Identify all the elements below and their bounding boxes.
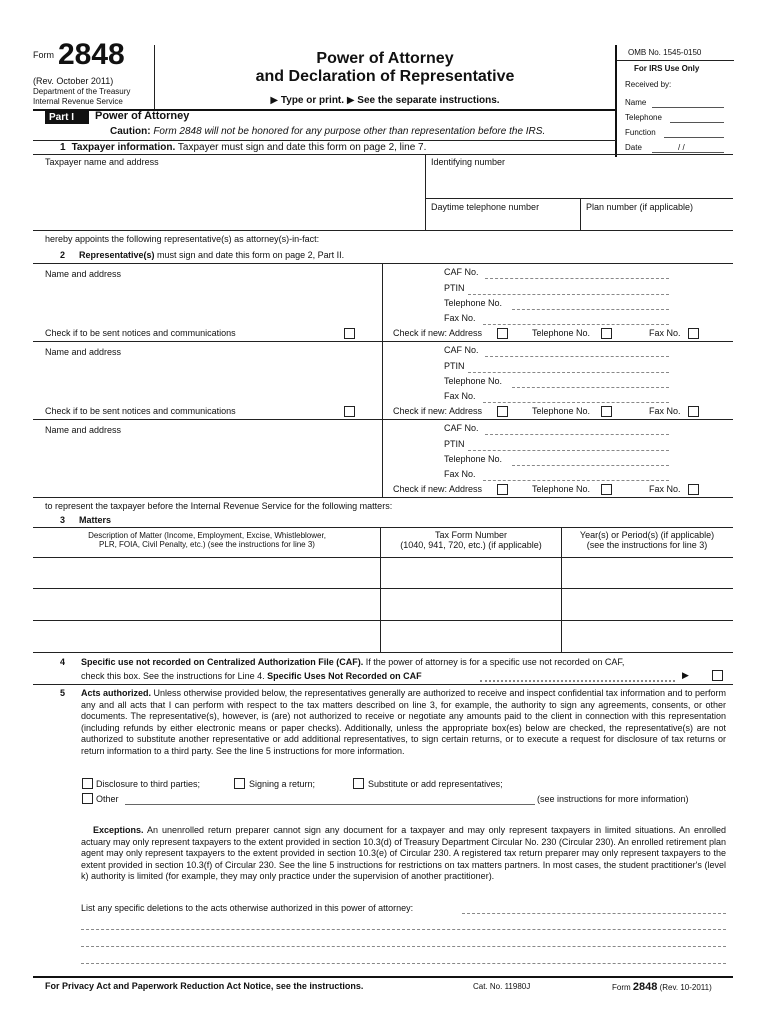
matters-row1-description[interactable] bbox=[34, 558, 379, 587]
line5-acts-authorized bbox=[81, 688, 726, 757]
footer-form-id bbox=[612, 981, 712, 993]
revision-date: (Rev. October 2011) bbox=[33, 76, 114, 86]
rep1-name-address-label: Name and address bbox=[45, 269, 122, 279]
matters-row2-form[interactable] bbox=[382, 589, 560, 619]
matters-col-form-header bbox=[382, 530, 560, 550]
line2-heading bbox=[60, 250, 344, 260]
rep3-new-phone-label: Telephone No. bbox=[532, 484, 591, 494]
rep2-bottom-rule bbox=[33, 419, 733, 420]
line4-arrow-icon: ▶ bbox=[682, 670, 689, 680]
deletions-field-1[interactable] bbox=[462, 913, 726, 914]
rep2-caf-field[interactable] bbox=[485, 356, 669, 357]
identifying-number-field[interactable] bbox=[428, 168, 728, 196]
footer-rule bbox=[33, 976, 733, 978]
form-title-line1: Power of Attorney bbox=[316, 50, 454, 67]
rep1-bottom-rule bbox=[33, 341, 733, 342]
line2-title: Representative(s) bbox=[79, 250, 155, 260]
matters-row2-year[interactable] bbox=[563, 589, 732, 619]
disclosure-checkbox[interactable] bbox=[82, 778, 93, 789]
form-number: 2848 bbox=[58, 38, 125, 71]
appoints-text: hereby appoints the following representative(s) as attorney(s)-in-fact: bbox=[45, 234, 320, 244]
rep3-ptin-label: PTIN bbox=[444, 439, 465, 449]
rep1-new-fax-label: Fax No. bbox=[649, 328, 681, 338]
rep2-ptin-label: PTIN bbox=[444, 361, 465, 371]
rep3-telephone-field[interactable] bbox=[512, 465, 669, 466]
caution-note bbox=[110, 126, 545, 137]
rep3-new-fax-checkbox[interactable] bbox=[688, 484, 699, 495]
rep2-ptin-field[interactable] bbox=[468, 372, 669, 373]
deletions-field-3[interactable] bbox=[81, 946, 726, 947]
exceptions-body: An unenrolled return preparer cannot sign any document for a taxpayer and may only represent taxpayers in limited situations. An enrolled actuary may only represent taxpayers to the extent provided in section 10.3(d) of Treasury Department Circular No. 230 (Circular 230). An enrolled retirement plan agent may only represent taxpayers to the extent provided in section 10.3(e) of Circular 230. A registered tax return preparer may only represent taxpayers to the extent provided in section 10.3(f) of Circular 230. See the line 5 instructions for restrictions on tax matters partners. In most cases, the student practitioner's (level k) authority is limited (for example, they may only practice under the supervision of another practitioner). bbox=[81, 825, 726, 881]
matters-col-year-l1: Year(s) or Period(s) (if applicable) bbox=[579, 530, 715, 540]
disclosure-label: Disclosure to third parties; bbox=[96, 779, 201, 789]
rep3-new-address-label: Check if new: Address bbox=[393, 484, 483, 494]
line1-title: Taxpayer information. bbox=[71, 142, 176, 153]
rep3-caf-label: CAF No. bbox=[444, 423, 479, 433]
irs-name-field[interactable] bbox=[652, 107, 724, 108]
deletions-field-4[interactable] bbox=[81, 963, 726, 964]
rep2-notices-label: Check if to be sent notices and communications bbox=[45, 406, 236, 416]
line2-number: 2 bbox=[60, 250, 66, 260]
line3-top-rule bbox=[33, 527, 733, 528]
rep3-bottom-rule bbox=[33, 497, 733, 498]
represent-text: to represent the taxpayer before the Internal Revenue Service for the following matters: bbox=[45, 501, 393, 511]
irs-telephone-field[interactable] bbox=[670, 122, 724, 123]
rep1-name-address-field[interactable] bbox=[34, 281, 379, 325]
matters-col-year-header bbox=[562, 530, 732, 550]
matters-row3-year[interactable] bbox=[563, 621, 732, 651]
deletions-label: List any specific deletions to the acts otherwise authorized in this power of attorney: bbox=[81, 903, 414, 913]
line3-title: Matters bbox=[79, 515, 112, 525]
matters-col-form-l1: Tax Form Number bbox=[434, 530, 507, 540]
rep2-new-fax-label: Fax No. bbox=[649, 406, 681, 416]
part1-title: Power of Attorney bbox=[95, 110, 190, 122]
irs-function-label: Function bbox=[625, 128, 656, 137]
sign-return-checkbox[interactable] bbox=[234, 778, 245, 789]
catalog-number: Cat. No. 11980J bbox=[473, 982, 531, 991]
rep1-new-phone-checkbox[interactable] bbox=[601, 328, 612, 339]
daytime-phone-label: Daytime telephone number bbox=[431, 202, 540, 212]
taxpayer-name-address-field[interactable] bbox=[34, 168, 424, 228]
other-field[interactable] bbox=[125, 804, 535, 805]
service-line: Internal Revenue Service bbox=[33, 97, 123, 106]
line4-leader-dots bbox=[480, 680, 675, 682]
rep1-ptin-field[interactable] bbox=[468, 294, 669, 295]
identifying-number-label: Identifying number bbox=[431, 157, 506, 167]
irs-date-slashes: / / bbox=[678, 143, 685, 152]
line1-heading bbox=[60, 142, 426, 153]
rep2-name-address-label: Name and address bbox=[45, 347, 122, 357]
line4-title: Specific use not recorded on Centralized Authorization File (CAF). bbox=[81, 657, 364, 667]
form-label bbox=[33, 50, 54, 61]
line4-caf-checkbox[interactable] bbox=[712, 670, 723, 681]
rep3-ptin-field[interactable] bbox=[468, 450, 669, 451]
matters-vdivider-2 bbox=[561, 527, 562, 653]
rep1-notices-label: Check if to be sent notices and communications bbox=[45, 328, 236, 338]
line3-number: 3 bbox=[60, 515, 66, 525]
form-title-line2: and Declaration of Representative bbox=[255, 68, 515, 85]
line2-title-rest: must sign and date this form on page 2, Part II. bbox=[154, 250, 345, 260]
irs-date-field[interactable] bbox=[652, 152, 724, 153]
exceptions-paragraph bbox=[81, 825, 726, 883]
rep2-new-phone-checkbox[interactable] bbox=[601, 406, 612, 417]
matters-row3-description[interactable] bbox=[34, 621, 379, 651]
line4-bottom-rule bbox=[33, 684, 733, 685]
line4-text-line2 bbox=[81, 671, 422, 681]
matters-row3-form[interactable] bbox=[382, 621, 560, 651]
line1-title-rest: Taxpayer must sign and date this form on page 2, line 7. bbox=[175, 142, 427, 153]
rep1-new-address-label: Check if new: Address bbox=[393, 328, 483, 338]
rep3-new-fax-label: Fax No. bbox=[649, 484, 681, 494]
rep1-new-address-checkbox[interactable] bbox=[497, 328, 508, 339]
substitute-checkbox[interactable] bbox=[353, 778, 364, 789]
taxpayer-name-address-label: Taxpayer name and address bbox=[45, 157, 159, 167]
rep1-new-phone-label: Telephone No. bbox=[532, 328, 591, 338]
plan-number-field[interactable] bbox=[583, 213, 731, 228]
rep3-telephone-label: Telephone No. bbox=[444, 454, 503, 464]
line1-number: 1 bbox=[60, 142, 66, 153]
rep3-fax-label: Fax No. bbox=[444, 469, 476, 479]
department-line: Department of the Treasury bbox=[33, 87, 131, 96]
footer-form-word: Form bbox=[612, 983, 633, 992]
irs-date-label: Date bbox=[625, 143, 642, 152]
daytime-phone-field[interactable] bbox=[428, 213, 576, 228]
caution-label: Caution: bbox=[110, 126, 151, 137]
rep2-telephone-field[interactable] bbox=[512, 387, 669, 388]
rep1-fax-field[interactable] bbox=[483, 324, 669, 325]
rep2-telephone-label: Telephone No. bbox=[444, 376, 503, 386]
rep3-name-address-label: Name and address bbox=[45, 425, 122, 435]
other-label: Other bbox=[96, 794, 119, 804]
rep2-fax-label: Fax No. bbox=[444, 391, 476, 401]
privacy-notice: For Privacy Act and Paperwork Reduction Act Notice, see the instructions. bbox=[45, 981, 364, 991]
substitute-label: Substitute or add representatives; bbox=[368, 779, 503, 789]
other-checkbox[interactable] bbox=[82, 793, 93, 804]
line5-number: 5 bbox=[60, 688, 66, 698]
line3-heading bbox=[60, 515, 111, 525]
line1-top-rule bbox=[33, 154, 733, 155]
footer-rev: (Rev. 10-2011) bbox=[657, 983, 712, 992]
line4-number: 4 bbox=[60, 657, 66, 667]
matters-col-description-l1: Description of Matter (Income, Employment, Excise, Whistleblower, bbox=[88, 531, 326, 540]
matters-col-form-l2: (1040, 941, 720, etc.) (if applicable) bbox=[400, 540, 542, 550]
rep3-caf-field[interactable] bbox=[485, 434, 669, 435]
part1-badge: Part I bbox=[45, 111, 89, 124]
rep2-name-address-field[interactable] bbox=[34, 359, 379, 403]
rep1-new-fax-checkbox[interactable] bbox=[688, 328, 699, 339]
omb-rule bbox=[617, 60, 734, 61]
line5-body: Unless otherwise provided below, the representatives generally are authorized to receive and inspect confidential tax information and to perform any and all acts that I can perform with respect to the tax matters described on line 3, for example, the authority to sign any agreements, consents, or other documents. The representative(s), however, is (are) not authorized to receive or negotiate any amounts paid to the client in connection with this representation (including refunds by either electronic means or paper checks). Additionally, unless the appropriate box(es) below are checked, the representative(s) are not authorized to substitute another representative or add additional representatives, to sign certain returns, or to execute a request for disclosure of tax returns or return information to a third party. See the line 5 instructions for more information. bbox=[81, 688, 727, 756]
line4-body: If the power of attorney is for a specific use not recorded on CAF, bbox=[363, 657, 625, 667]
line1-phone-divider bbox=[580, 198, 581, 230]
irs-name-label: Name bbox=[625, 98, 647, 107]
line4-check-instruction: check this box. See the instructions for Line 4. bbox=[81, 671, 268, 681]
rep1-notices-checkbox[interactable] bbox=[344, 328, 355, 339]
rep2-new-fax-checkbox[interactable] bbox=[688, 406, 699, 417]
received-by-label: Received by: bbox=[625, 80, 672, 89]
rep1-fax-label: Fax No. bbox=[444, 313, 476, 323]
form-word: Form bbox=[33, 50, 54, 60]
matters-col-description-l2: PLR, FOIA, Civil Penalty, etc.) (see the instructions for line 3) bbox=[99, 540, 315, 549]
rep1-caf-label: CAF No. bbox=[444, 267, 479, 277]
caution-rule bbox=[33, 140, 616, 141]
line2-top-rule bbox=[33, 263, 733, 264]
line5-title: Acts authorized. bbox=[81, 688, 152, 698]
plan-number-label: Plan number (if applicable) bbox=[586, 202, 694, 212]
matters-row1-form[interactable] bbox=[382, 558, 560, 587]
rep2-new-address-checkbox[interactable] bbox=[497, 406, 508, 417]
rep1-ptin-label: PTIN bbox=[444, 283, 465, 293]
rep1-caf-field[interactable] bbox=[485, 278, 669, 279]
line4-text bbox=[81, 657, 624, 667]
rep2-notices-checkbox[interactable] bbox=[344, 406, 355, 417]
line4-specific-uses: Specific Uses Not Recorded on CAF bbox=[267, 671, 422, 681]
rep3-fax-field[interactable] bbox=[483, 480, 669, 481]
rep2-new-phone-label: Telephone No. bbox=[532, 406, 591, 416]
footer-form-number: 2848 bbox=[632, 981, 658, 993]
rep3-new-address-checkbox[interactable] bbox=[497, 484, 508, 495]
sign-return-label: Signing a return; bbox=[249, 779, 316, 789]
omb-number: OMB No. 1545-0150 bbox=[628, 48, 702, 57]
line1-bottom-rule bbox=[33, 230, 733, 231]
deletions-field-2[interactable] bbox=[81, 929, 726, 930]
matters-row1-year[interactable] bbox=[563, 558, 732, 587]
rep3-new-phone-checkbox[interactable] bbox=[601, 484, 612, 495]
rep1-telephone-label: Telephone No. bbox=[444, 298, 503, 308]
rep2-vdivider bbox=[382, 341, 383, 419]
rep3-name-address-field[interactable] bbox=[34, 437, 379, 491]
matters-row2-description[interactable] bbox=[34, 589, 379, 619]
matters-bottom-rule bbox=[33, 652, 733, 653]
rep1-telephone-field[interactable] bbox=[512, 309, 669, 310]
other-note: (see instructions for more information) bbox=[537, 794, 689, 804]
matters-col-description-header bbox=[34, 531, 380, 549]
irs-function-field[interactable] bbox=[664, 137, 724, 138]
rep1-vdivider bbox=[382, 263, 383, 341]
type-or-print-instructions: ▶ Type or print. ▶ See the separate instructions. bbox=[270, 95, 500, 106]
matters-vdivider-1 bbox=[380, 527, 381, 653]
matters-col-year-l2: (see the instructions for line 3) bbox=[586, 540, 708, 550]
irs-use-only: For IRS Use Only bbox=[634, 64, 700, 73]
rep2-caf-label: CAF No. bbox=[444, 345, 479, 355]
rep2-fax-field[interactable] bbox=[483, 402, 669, 403]
rep3-vdivider bbox=[382, 419, 383, 497]
line1-vdivider bbox=[425, 154, 426, 230]
caution-text: Form 2848 will not be honored for any purpose other than representation before the IRS. bbox=[150, 126, 546, 137]
irs-telephone-label: Telephone bbox=[625, 113, 662, 122]
line1-mid-rule bbox=[425, 198, 733, 199]
exceptions-title: Exceptions. bbox=[93, 825, 144, 835]
rep2-new-address-label: Check if new: Address bbox=[393, 406, 483, 416]
